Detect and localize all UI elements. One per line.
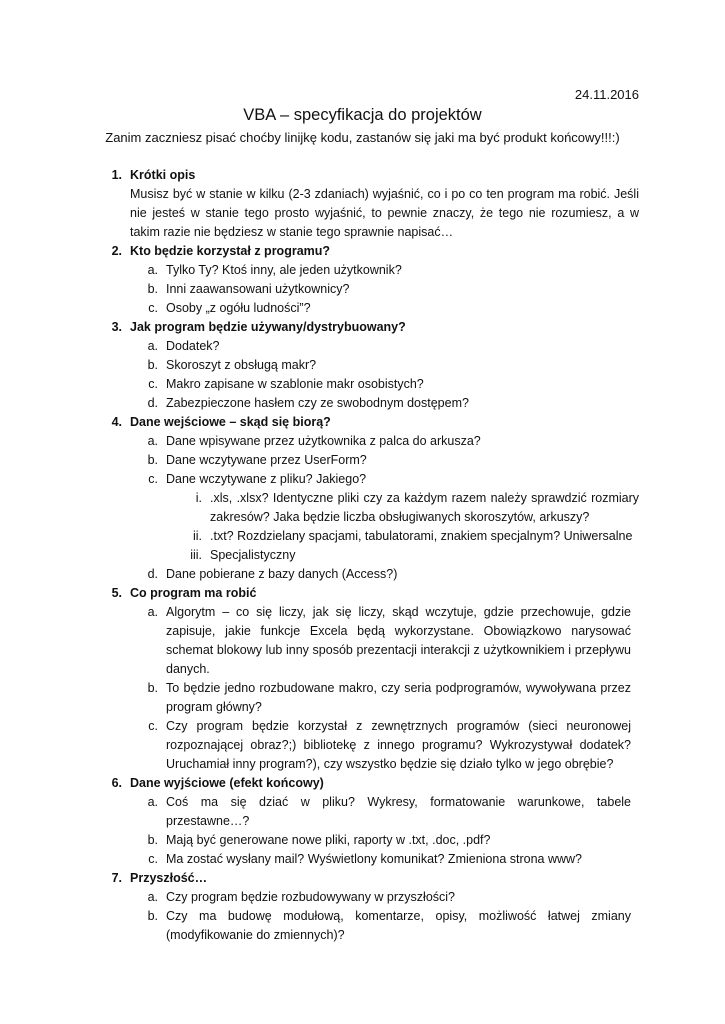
document-date: 24.11.2016 [574,87,639,102]
list-item-text: Dane wczytywane z pliku? Jakiego? [166,472,367,486]
list-item-text: Czy program będzie korzystał z zewnętrznych programów (sieci neuronowej rozpoznającej obraz?;) bibliotekę z innego programu? Wykrozystywał dodatek? Uruchamiał inny program?), czy wszystko będzie się działo tylko w jego obrębie? [166,719,631,771]
section-6 [0,774,725,869]
list-item-label: c. [148,472,158,486]
list-item [0,907,725,945]
list-item-label: d. [147,396,158,410]
section-heading [0,242,725,261]
list-item [0,888,725,907]
list-item-label: a. [147,795,158,809]
sub-list-item-label: ii. [192,529,202,543]
section-title: Jak program będzie używany/dystrybuowany? [130,320,406,334]
list-item-text: To będzie jedno rozbudowane makro, czy seria podprogramów, wywoływana przez program główny? [166,681,631,714]
list-item-text: Skoroszyt z obsługą makr? [166,358,317,372]
list-item-text: Tylko Ty? Ktoś inny, ale jeden użytkownik? [166,263,402,277]
list-item-text: Czy ma budowę modułową, komentarze, opisy, możliwość łatwej zmiany (modyfikowanie do zmiennych)? [166,909,631,942]
list-item-text: Dane wpisywane przez użytkownika z palca do arkusza? [166,434,481,448]
section-number: 3. [111,320,122,334]
list-item-label: b. [147,282,158,296]
list-item-label: b. [147,909,158,923]
list-item-text: Algorytm – co się liczy, jak się liczy, skąd wczytuje, gdzie przechowuje, gdzie zapisuje, jakie funkcje Excela będą wykorzystane. Obowiązkowo narysować schemat blokowy lub inny sposób prezentacji interakcji z użytkownikiem i przepływu danych. [166,605,631,676]
list-item-label: a. [147,263,158,277]
list-item [0,337,725,356]
sub-list-item-label: iii. [190,548,202,562]
spec-outline [0,166,725,945]
section-3 [0,318,725,413]
section-heading [0,869,725,888]
section-title: Co program ma robić [130,586,257,600]
list-item-label: c. [148,719,158,733]
section-number: 4. [111,415,122,429]
list-item-text: Makro zapisane w szablonie makr osobistych? [166,377,424,391]
document-title: VBA – specyfikacja do projektów [243,106,482,124]
section-title: Krótki opis [130,168,196,182]
section-title: Dane wejściowe – skąd się biorą? [130,415,331,429]
section-title: Dane wyjściowe (efekt końcowy) [130,776,324,790]
list-item [0,793,725,831]
list-item-label: b. [147,358,158,372]
section-heading [0,774,725,793]
list-item [0,831,725,850]
list-item [0,394,725,413]
list-item-text: Dane pobierane z bazy danych (Access?) [166,567,398,581]
list-item-text: Inni zaawansowani użytkownicy? [166,282,350,296]
list-item-text: Ma zostać wysłany mail? Wyświetlony komunikat? Zmieniona strona www? [166,852,583,866]
section-number: 7. [111,871,122,885]
sub-list-item [0,546,725,565]
section-title: Kto będzie korzystał z programu? [130,244,331,258]
list-item [0,451,725,470]
list-item [0,565,725,584]
list-item [0,850,725,869]
list-item-label: c. [148,377,158,391]
sub-list-item [0,489,725,527]
document-subtitle: Zanim zaczniesz pisać choćby linijkę kodu, zastanów się jaki ma być produkt końcowy!!!:) [105,130,620,145]
list-item-text: Zabezpieczone hasłem czy ze swobodnym dostępem? [166,396,469,410]
list-item [0,679,725,717]
list-item-label: a. [147,890,158,904]
list-item-label: b. [147,833,158,847]
list-item-text: Dane wczytywane przez UserForm? [166,453,367,467]
list-item [0,375,725,394]
list-item [0,432,725,451]
list-item-text: Mają być generowane nowe pliki, raporty w .txt, .doc, .pdf? [166,833,491,847]
section-number: 1. [111,168,122,182]
list-item-label: d. [147,567,158,581]
list-item-label: b. [147,453,158,467]
section-1 [0,166,725,242]
list-item [0,603,725,679]
section-7 [0,869,725,945]
list-item-label: a. [147,605,158,619]
list-item-label: a. [147,339,158,353]
list-item-text: Czy program będzie rozbudowywany w przyszłości? [166,890,456,904]
sub-list-item [0,527,725,546]
list-item [0,280,725,299]
list-item-text: Osoby „z ogółu ludności”? [166,301,311,315]
list-item-text: Coś ma się dziać w pliku? Wykresy, formatowanie warunkowe, tabele przestawne…? [166,795,631,828]
list-item-label: c. [148,852,158,866]
section-heading [0,318,725,337]
section-number: 6. [111,776,122,790]
section-heading [0,413,725,432]
section-5 [0,584,725,774]
list-item-label: b. [147,681,158,695]
list-item [0,299,725,318]
sub-list-item-label: i. [195,491,202,505]
sub-list-item-text: .txt? Rozdzielany spacjami, tabulatorami, znakiem specjalnym? Uniwersalne [210,529,633,543]
section-paragraph: Musisz być w stanie w kilku (2-3 zdaniach) wyjaśnić, co i po co ten program ma robić. Jeśli nie jesteś w stanie tego prosto wyjaśnić, to pewnie znaczy, że tego nie rozumiesz, a w takim razie nie będziesz w stanie tego sprawnie napisać… [130,187,639,239]
sub-list-item-text: Specjalistyczny [210,548,296,562]
section-2 [0,242,725,318]
list-item [0,356,725,375]
section-4 [0,413,725,584]
list-item-text: Dodatek? [166,339,220,353]
section-number: 2. [111,244,122,258]
sub-list-item-text: .xls, .xlsx? Identyczne pliki czy za każdym razem należy sprawdzić rozmiary zakresów? Jaka będzie liczba obsługiwanych skoroszytów, arkuszy? [210,491,639,524]
list-item-label: c. [148,301,158,315]
section-title: Przyszłość… [130,871,208,885]
section-heading [0,166,725,185]
section-number: 5. [111,586,122,600]
section-heading [0,584,725,603]
list-item [0,470,725,489]
list-item [0,261,725,280]
list-item-label: a. [147,434,158,448]
list-item [0,717,725,774]
